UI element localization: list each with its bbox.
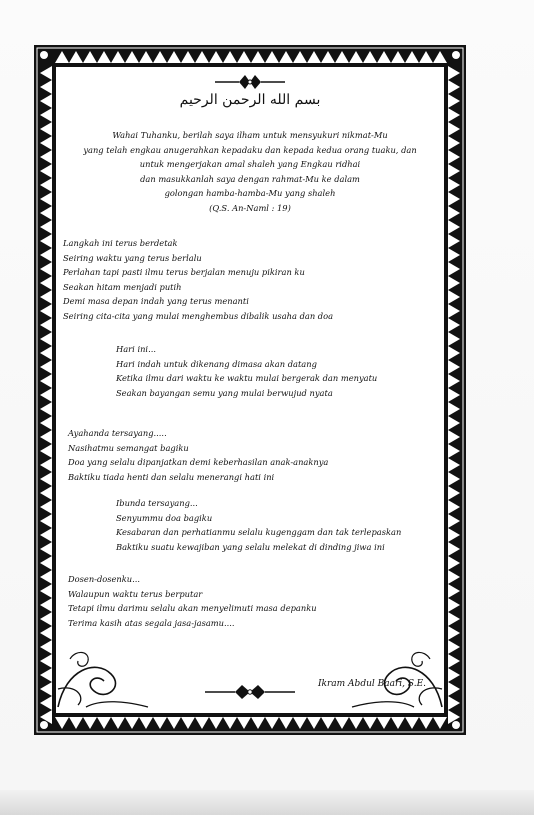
poem-line: Seiring waktu yang terus berlalu bbox=[63, 252, 202, 263]
content-panel bbox=[55, 66, 445, 714]
poem-line: Ibunda tersayang... bbox=[116, 498, 198, 508]
prayer-citation: (Q.S. An-Naml : 19) bbox=[209, 202, 291, 213]
poem-line: Tetapi ilmu darimu selalu akan menyelimuti masa depanku bbox=[68, 603, 317, 614]
stanza-today bbox=[116, 342, 377, 400]
poem-line: Seakan bayangan semu yang mulai berwujud nyata bbox=[116, 387, 333, 398]
stanza-lecturers bbox=[68, 572, 317, 630]
poem-line: Terima kasih atas segala jasa-jasamu.... bbox=[68, 617, 235, 628]
poem-line: Baktiku suatu kewajiban yang selalu melekat di dinding jiwa ini bbox=[116, 541, 385, 552]
poem-line: Perlahan tapi pasti ilmu terus berjalan menuju pikiran ku bbox=[63, 267, 305, 278]
prayer-line: golongan hamba-hamba-Mu yang shaleh bbox=[164, 188, 336, 199]
prayer-line: untuk mengerjakan amal shaleh yang Engkau ridhai bbox=[139, 159, 361, 170]
stanza-journey bbox=[63, 236, 333, 324]
poem-line: Kesabaran dan perhatianmu selalu kugenggam dan tak terlepaskan bbox=[116, 527, 402, 538]
poem-line: Nasihatmu semangat bagiku bbox=[68, 442, 189, 453]
poem-line: Senyummu doa bagiku bbox=[116, 512, 213, 523]
opening-prayer bbox=[56, 128, 444, 216]
bottom-ornament-icon bbox=[56, 683, 444, 705]
poem-line: Baktiku tiada henti dan selalu menerangi hati ini bbox=[68, 471, 275, 482]
poem-line: Ketika ilmu dari waktu ke waktu mulai bergerak dan menyatu bbox=[116, 373, 378, 384]
poem-line: Walaupun waktu terus berputar bbox=[68, 588, 203, 599]
poem-line: Langkah ini terus berdetak bbox=[63, 238, 178, 248]
prayer-line: dan masukkanlah saya dengan rahmat-Mu ke dalam bbox=[140, 173, 360, 184]
poem-line: Hari indah untuk dikenang dimasa akan datang bbox=[116, 358, 317, 369]
poem-line: Demi masa depan indah yang terus menanti bbox=[63, 296, 249, 307]
poem-line: Hari ini... bbox=[116, 344, 157, 354]
prayer-line: Wahai Tuhanku, berilah saya ilham untuk mensyukuri nikmat-Mu bbox=[112, 130, 388, 140]
poem-line: Dosen-dosenku... bbox=[68, 574, 141, 584]
stanza-mother bbox=[116, 496, 401, 554]
poem-line: Ayahanda tersayang..... bbox=[68, 428, 167, 438]
stanza-father bbox=[68, 426, 328, 484]
author-signature: Ikram Abdul Baari, S.E. bbox=[317, 679, 426, 689]
poem-line: Seakan hitam menjadi putih bbox=[63, 281, 182, 292]
prayer-line: yang telah engkau anugerahkan kepadaku dan kepada kedua orang tuaku, dan bbox=[83, 144, 417, 155]
bismillah-heading: بسم الله الرحمن الرحيم bbox=[179, 92, 321, 108]
decorative-frame bbox=[34, 45, 466, 735]
poem-line: Seiring cita-cita yang mulai menghembus dibalik usaha dan doa bbox=[63, 310, 334, 321]
poem-line: Doa yang selalu dipanjatkan demi keberhasilan anak-anaknya bbox=[68, 457, 329, 468]
page-bottom-shadow bbox=[0, 790, 534, 815]
